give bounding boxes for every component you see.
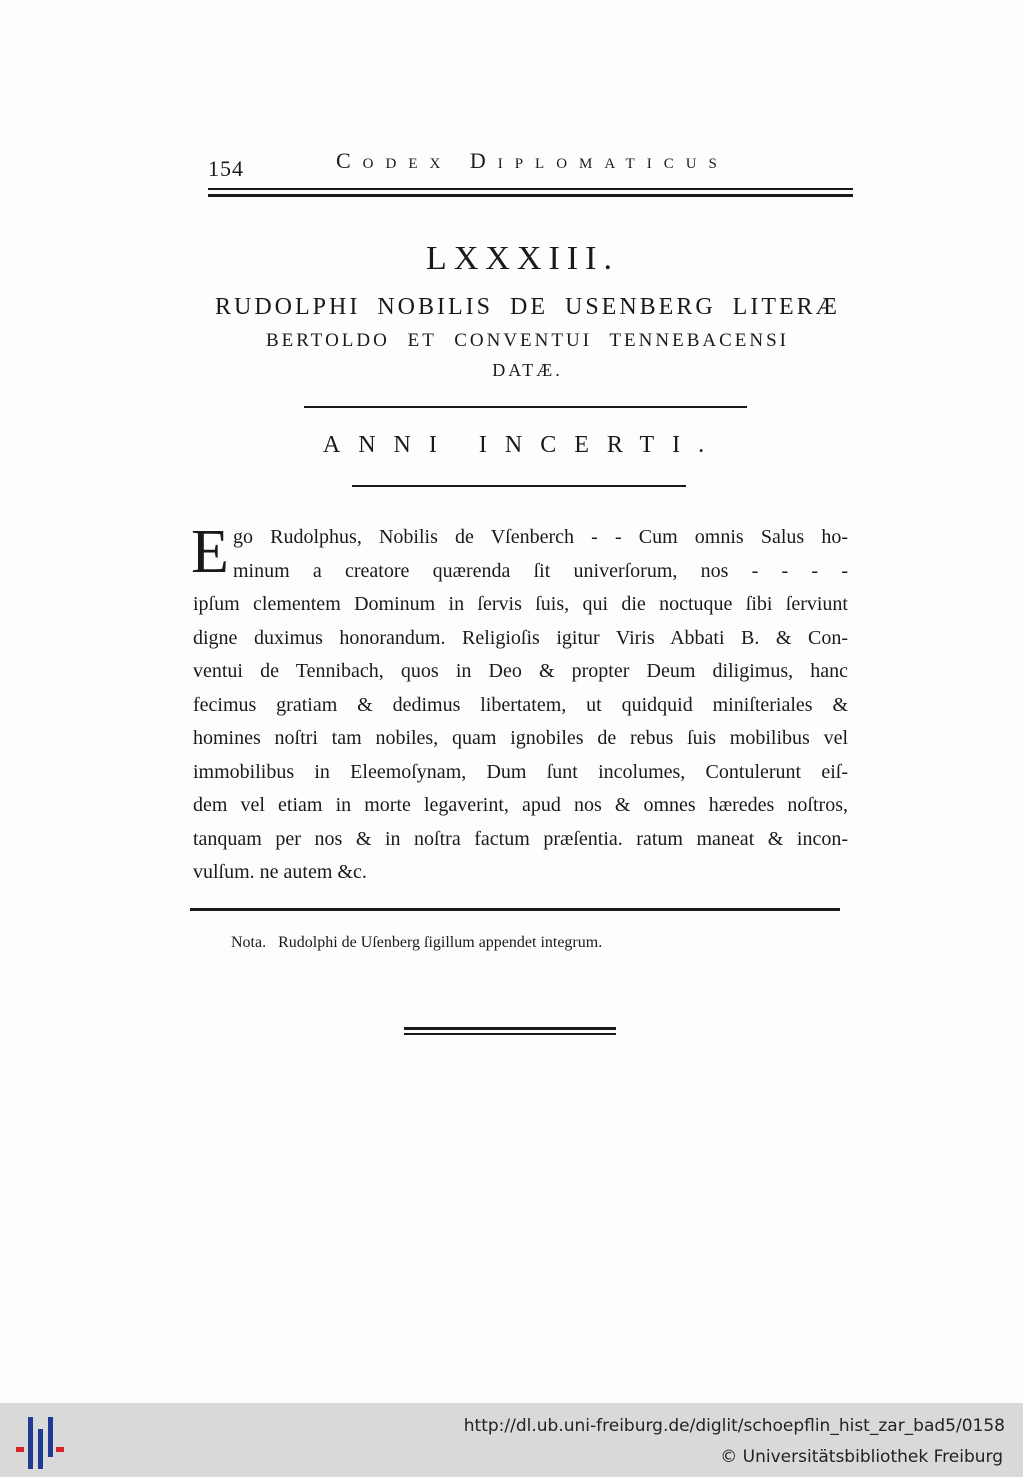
date-word-1: ANNI bbox=[322, 432, 455, 458]
viewer-footer bbox=[0, 1403, 1023, 1477]
text-line-8: immobilibus in Eleemoſynam, Dum ſunt incolumes, Contulerunt eiſ- bbox=[193, 760, 848, 783]
charter-text bbox=[191, 518, 848, 890]
text-line-11: vulſum. ne autem &c. bbox=[193, 861, 367, 883]
date-word-2: INCERTI. bbox=[478, 432, 723, 458]
copyright-notice: © Universitätsbibliothek Freiburg bbox=[720, 1447, 1003, 1467]
charter-title-line-1: RUDOLPHI NOBILIS DE USENBERG LITERÆ bbox=[215, 294, 840, 320]
text-line-6: fecimus gratiam & dedimus libertatem, ut quidquid miniſteriales & bbox=[193, 693, 848, 716]
charter-date bbox=[0, 432, 1023, 459]
header-rule-thin bbox=[208, 194, 853, 197]
text-line-5: ventui de Tennibach, quos in Deo & propter Deum diligimus, hanc bbox=[193, 660, 848, 682]
text-line-2: minum a creatore quærenda ſit univerſorum, nos - - - - bbox=[233, 559, 848, 582]
header-rule-thick bbox=[208, 188, 853, 190]
charter-title-line-3: DATÆ. bbox=[492, 360, 563, 380]
charter-number: LXXXIII. bbox=[426, 240, 619, 277]
text-line-1: go Rudolphus, Nobilis de Vſenberch - - Cum omnis Salus ho- bbox=[233, 526, 848, 548]
text-line-4: digne duximus honorandum. Religioſis igitur Viris Abbati B. & Con- bbox=[193, 626, 848, 649]
title-divider bbox=[304, 406, 747, 408]
running-title: Codex Diplomaticus bbox=[336, 148, 729, 173]
footnote-text: Rudolphi de Uſenberg ſigillum appendet integrum. bbox=[278, 934, 603, 951]
text-line-10: tanquam per nos & in noſtra factum præſentia. ratum maneat & incon- bbox=[193, 827, 848, 850]
text-end-rule bbox=[190, 908, 840, 911]
drop-cap: E bbox=[191, 518, 229, 586]
ub-freiburg-logo-icon[interactable] bbox=[14, 1417, 66, 1469]
text-line-9: dem vel etiam in morte legaverint, apud nos & omnes hæredes noſtros, bbox=[193, 794, 848, 816]
charter-title-line-2: BERTOLDO ET CONVENTUI TENNEBACENSI bbox=[266, 330, 789, 351]
date-divider bbox=[352, 485, 686, 487]
text-line-3: ipſum clementem Dominum in ſervis ſuis, qui die noctuque ſibi ſerviunt bbox=[193, 593, 848, 615]
running-head bbox=[208, 148, 853, 184]
page-number: 154 bbox=[208, 156, 244, 181]
text-line-7: homines noſtri tam nobiles, quam ignobiles de rebus ſuis mobilibus vel bbox=[193, 727, 848, 749]
closing-rule-bottom bbox=[404, 1033, 616, 1035]
footnote-label: Nota. bbox=[231, 934, 267, 951]
footnote bbox=[231, 934, 602, 952]
closing-rule-top bbox=[404, 1027, 616, 1030]
permalink[interactable]: http://dl.ub.uni-freiburg.de/diglit/schoepflin_hist_zar_bad5/0158 bbox=[463, 1416, 1005, 1436]
